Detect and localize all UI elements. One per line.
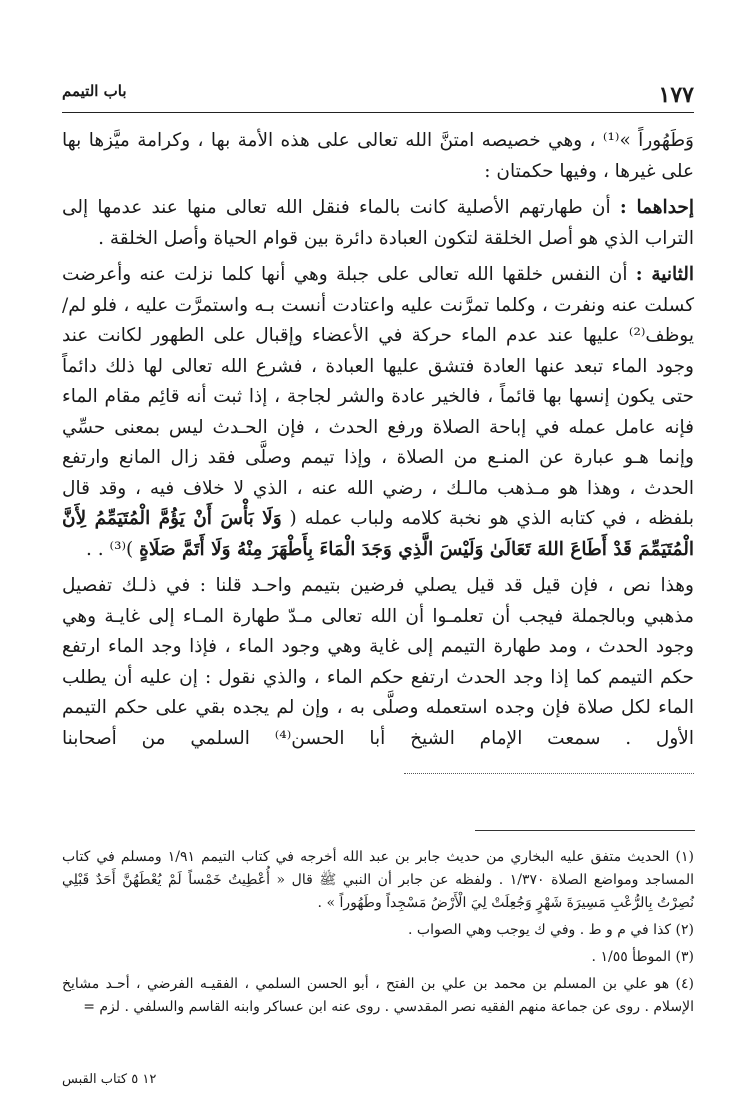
paragraph-3-text: أن النفس خلقها الله تعالى على جبلة وهي أنها كلما نزلت عنه وأعرضت كسلت عنه ونفرت ، وكلما تمرَّنت عليه واعتادت أنست بـه واستمرَّت عليه ، فلو لم/ يوظف⁽²⁾ عليها عند عدم الماء حركة في الأعضاء وإقبال على الطهور لكانت عند وجود الماء تبعد عنها العادة فتشق عليها العبادة ، فشرع الله تعالى لها ذلك دائماً حتى يكون إنسها بها قائماً ، فالخير عادة والشر لجاجة ، إذا ثبت أنه قائِم مقام الماء فإنه عامل عمله في إباحة الصلاة ورفع الحدث ، فإن الحـدث ليس بمعنى حسِّي وإنما هـو عبارة عن المنـع من الصلاة ، وإذا تيمم وصلَّى فقد زال المانع وارتفع الحدث ، وهذا هو مـذهب مالـك ، رضي الله عنه ، الذي لا خلاف فيه ، وقد قال بلفظه ، في كتابه الذي هو نخبة كلامه ولباب عمله ( bbox=[62, 264, 694, 529]
header-rule bbox=[62, 112, 694, 113]
paragraph-2-lead: إحداهما : bbox=[619, 197, 694, 218]
chapter-title: باب التيمم bbox=[62, 82, 127, 100]
paragraph-4-text: وهذا نص ، فإن قيل قد قيل يصلي فرضين بتيمم واحـد قلنا : في ذلـك تفصيل مذهبي وبالجملة فيجب أن تعلمـوا أن الله تعالى مـدّ طهارة المـاء إلى غايـة وهي وجود الحدث ، ومد طهارة التيمم إلى غاية وهي وجود الماء ، فإذا وجد الماء ارتفع حكم التيمم كما إذا وجد الحدث ارتفع حكم الماء ، والذي نقول : إن عليه أن يطلب الماء لكل صلاة فإن وجده استعمله وصلَّى به ، وإن لم يجده بقي على حكم التيمم الأول . سمعت الإمام الشيخ أبا الحسن⁽⁴⁾ السلمي من أصحابنا bbox=[62, 575, 694, 749]
muwatta-quote: وَلَا بَأْسَ أَنْ يَؤُمَّ الْمُتَيَمِّمُ لِأَنَّ الْمُتَيَمِّمَ قَدْ أَطَاعَ اللهَ تَعَالَىٰ وَلَيْسَ الَّذِي وَجَدَ الْمَاءَ بِأَطْهَرَ مِنْهُ وَلَا أَتَمَّ صَلَاةٍ bbox=[62, 508, 694, 560]
footnote-1: (١) الحديث متفق عليه البخاري من حديث جابر بن عبد الله أخرجه في كتاب التيمم ١/٩١ ومسلم في كتاب المساجد ومواضع الصلاة ١/٣٧٠ . ولفظه عن جابر أن النبي ﷺ قال « أُعْطِيتُ خَمْساً لَمْ يُعْطَهُنَّ أَحَدٌ قَبْلِي نُصِرْتُ بِالرُّعْبِ مَسِيرَةَ شَهْرٍ وَجُعِلَتْ لِيَ الْأَرْضُ مَسْجِداً وطَهُوراً » . bbox=[62, 849, 694, 911]
footnote-4: (٤) هو علي بن المسلم بن محمد بن علي بن الفتح ، أبو الحسن السلمي ، الفقيـه الفرضي ، أحـد مشايخ الإسلام . روى عن جماعة منهم الفقيه نصر المقدسي . روى عنه ابن عساكر وابنه القاسم والسلفي . لزم = bbox=[62, 976, 694, 1015]
signature-footer: ١٢ ٥ كتاب القبس bbox=[62, 1072, 157, 1087]
footnote-3: (٣) الموطأ ١/٥٥ . bbox=[591, 949, 694, 965]
footnote-2: (٢) كذا في م و ط . وفي ك يوجب وهي الصواب . bbox=[407, 922, 694, 938]
paragraph-1: وَطَهُوراً »⁽¹⁾ ، وهي خصيصه امتنَّ الله تعالى على هذه الأمة بها ، وكرامة ميَّزها بها على غيرها ، وفيها حكمتان : bbox=[62, 130, 694, 182]
running-head bbox=[62, 78, 694, 108]
paragraph-2 bbox=[62, 193, 694, 254]
main-text bbox=[62, 126, 694, 791]
continuation-dots bbox=[404, 765, 694, 774]
paragraph-3-end: )⁽³⁾ . . bbox=[86, 538, 134, 560]
paragraph-2-text: أن طهارتهم الأصلية كانت بالماء فنقل الله تعالى منها عند عدمها إلى التراب الذي هو أصل الخلقة لتكون العبادة دائرة بين قوام الحياة وأصل الخلقة . bbox=[62, 197, 694, 249]
paragraph-3-lead: الثانية : bbox=[635, 264, 694, 285]
paragraph-4 bbox=[62, 571, 694, 785]
page-number: ١٧٧ bbox=[658, 82, 694, 108]
footnote-rule bbox=[475, 830, 695, 831]
paragraph-3 bbox=[62, 260, 694, 565]
footnotes bbox=[62, 846, 694, 1023]
